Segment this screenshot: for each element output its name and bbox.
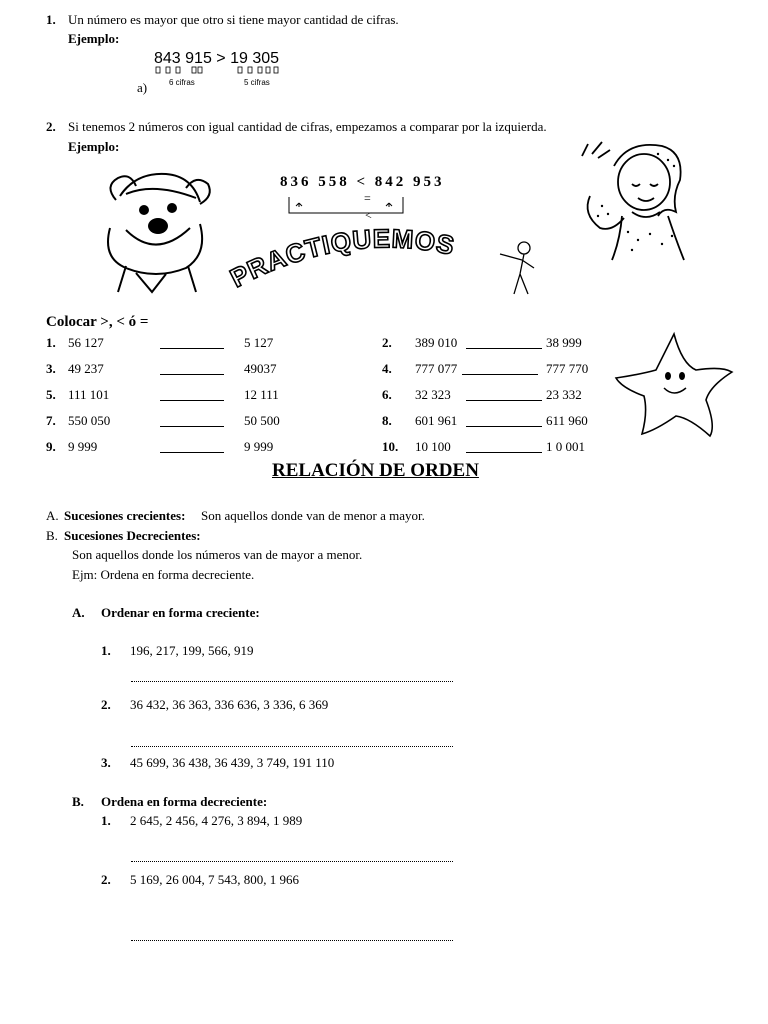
compare-left-value: 601 961 xyxy=(415,413,458,428)
relacion-b-bold: Sucesiones Decrecientes: xyxy=(64,528,201,543)
compare-item-number: 6. xyxy=(382,387,392,402)
rule2-ejemplo: Ejemplo: xyxy=(68,139,120,154)
compare-item-number: 9. xyxy=(46,439,56,454)
compare-right-value: 9 999 xyxy=(244,439,274,454)
compare-right-value: 38 999 xyxy=(546,335,582,350)
compare-right-value: 1 0 001 xyxy=(546,439,585,454)
compare-item-number: 8. xyxy=(382,413,392,428)
exB-item1-num: 1. xyxy=(101,813,111,828)
compare-item-number: 2. xyxy=(382,335,392,350)
compare-right-value: 5 127 xyxy=(244,335,274,350)
exA-item3-num: 3. xyxy=(101,755,111,770)
girl-illustration xyxy=(572,136,692,260)
compare-answer-blank[interactable] xyxy=(160,452,224,453)
compare-left-value: 32 323 xyxy=(415,387,451,402)
bear-illustration xyxy=(96,168,216,293)
rule2-comparison: 836 558 < 842 953 xyxy=(280,174,445,190)
digit-markers-icon xyxy=(154,66,289,76)
compare-left-value: 9 999 xyxy=(68,439,98,454)
compare-item-number: 7. xyxy=(46,413,56,428)
practiquemos-text: PRACTIQUEMOS xyxy=(225,223,458,294)
compare-answer-blank[interactable] xyxy=(160,374,224,375)
exB-title: Ordena en forma decreciente: xyxy=(101,794,268,809)
compare-answer-blank[interactable] xyxy=(466,400,542,401)
compare-title: Colocar >, < ó = xyxy=(46,314,149,330)
exB-item2-answer-line[interactable] xyxy=(131,940,453,941)
exA-item3-text: 45 699, 36 438, 36 439, 3 749, 191 110 xyxy=(130,755,335,770)
rule2-number: 2. xyxy=(46,119,56,134)
relacion-ejm: Ejm: Ordena en forma decreciente. xyxy=(72,567,255,582)
relacion-b-letter: B. xyxy=(46,528,58,543)
rule1-comparison: 843 915 > 19 305 xyxy=(154,50,280,67)
compare-left-value: 550 050 xyxy=(68,413,111,428)
compare-answer-blank[interactable] xyxy=(462,374,538,375)
rule1-number: 1. xyxy=(46,12,56,27)
compare-answer-blank[interactable] xyxy=(160,400,224,401)
exB-item2-num: 2. xyxy=(101,872,111,887)
exA-item2-num: 2. xyxy=(101,697,111,712)
exA-item1-text: 196, 217, 199, 566, 919 xyxy=(130,643,254,658)
relacion-a-bold: Sucesiones crecientes: xyxy=(64,508,186,523)
compare-item-number: 3. xyxy=(46,361,56,376)
rule1-label-right: 5 cifras xyxy=(244,78,270,87)
compare-right-value: 23 332 xyxy=(546,387,582,402)
compare-left-value: 389 010 xyxy=(415,335,458,350)
exA-item2-text: 36 432, 36 363, 336 636, 3 336, 6 369 xyxy=(130,697,329,712)
relacion-b-text: Son aquellos donde los números van de mayor a menor. xyxy=(72,547,363,562)
compare-right-value: 777 770 xyxy=(546,361,589,376)
relacion-a-text: Son aquellos donde van de menor a mayor. xyxy=(201,508,425,523)
compare-answer-blank[interactable] xyxy=(466,452,542,453)
rule1-item-letter: a) xyxy=(137,80,148,95)
relacion-title: RELACIÓN DE ORDEN xyxy=(272,460,479,481)
compare-item-number: 5. xyxy=(46,387,56,402)
compare-left-value: 777 077 xyxy=(415,361,458,376)
svg-text:PRACTIQUEMOS xyxy=(225,223,457,293)
compare-right-value: 50 500 xyxy=(244,413,280,428)
star-illustration xyxy=(612,330,736,440)
compare-right-value: 611 960 xyxy=(546,413,588,428)
compare-left-value: 56 127 xyxy=(68,335,104,350)
rule2-text: Si tenemos 2 números con igual cantidad de cifras, empezamos a comparar por la izquierda. xyxy=(68,119,547,134)
exB-item2-text: 5 169, 26 004, 7 543, 800, 1 966 xyxy=(130,872,299,887)
practiquemos-banner xyxy=(225,223,496,306)
compare-item-number: 4. xyxy=(382,361,392,376)
boy-figure-icon xyxy=(494,238,538,298)
compare-answer-blank[interactable] xyxy=(466,426,542,427)
exA-item1-answer-line[interactable] xyxy=(131,681,453,682)
compare-answer-blank[interactable] xyxy=(160,426,224,427)
exB-item1-answer-line[interactable] xyxy=(131,861,453,862)
relacion-a-letter: A. xyxy=(46,508,59,523)
rule1-label-left: 6 cifras xyxy=(169,78,195,87)
exA-item2-answer-line[interactable] xyxy=(131,746,453,747)
compare-answer-blank[interactable] xyxy=(160,348,224,349)
rule1-text: Un número es mayor que otro si tiene mayor cantidad de cifras. xyxy=(68,12,399,27)
compare-right-value: 12 111 xyxy=(244,387,279,402)
exA-title: Ordenar en forma creciente: xyxy=(101,605,260,620)
compare-left-value: 10 100 xyxy=(415,439,451,454)
exB-letter: B. xyxy=(72,794,84,809)
exB-item1-text: 2 645, 2 456, 4 276, 3 894, 1 989 xyxy=(130,813,303,828)
exA-letter: A. xyxy=(72,605,85,620)
exA-item1-num: 1. xyxy=(101,643,111,658)
compare-answer-blank[interactable] xyxy=(466,348,542,349)
rule2-equal-sign: = xyxy=(364,191,371,205)
rule1-ejemplo: Ejemplo: xyxy=(68,31,120,46)
compare-item-number: 1. xyxy=(46,335,56,350)
compare-right-value: 49037 xyxy=(244,361,277,376)
compare-left-value: 49 237 xyxy=(68,361,104,376)
compare-item-number: 10. xyxy=(382,439,399,454)
rule2-less-sign: < xyxy=(365,208,372,222)
comparison-bracket-icon xyxy=(283,193,408,225)
compare-left-value: 111 101 xyxy=(68,387,110,402)
